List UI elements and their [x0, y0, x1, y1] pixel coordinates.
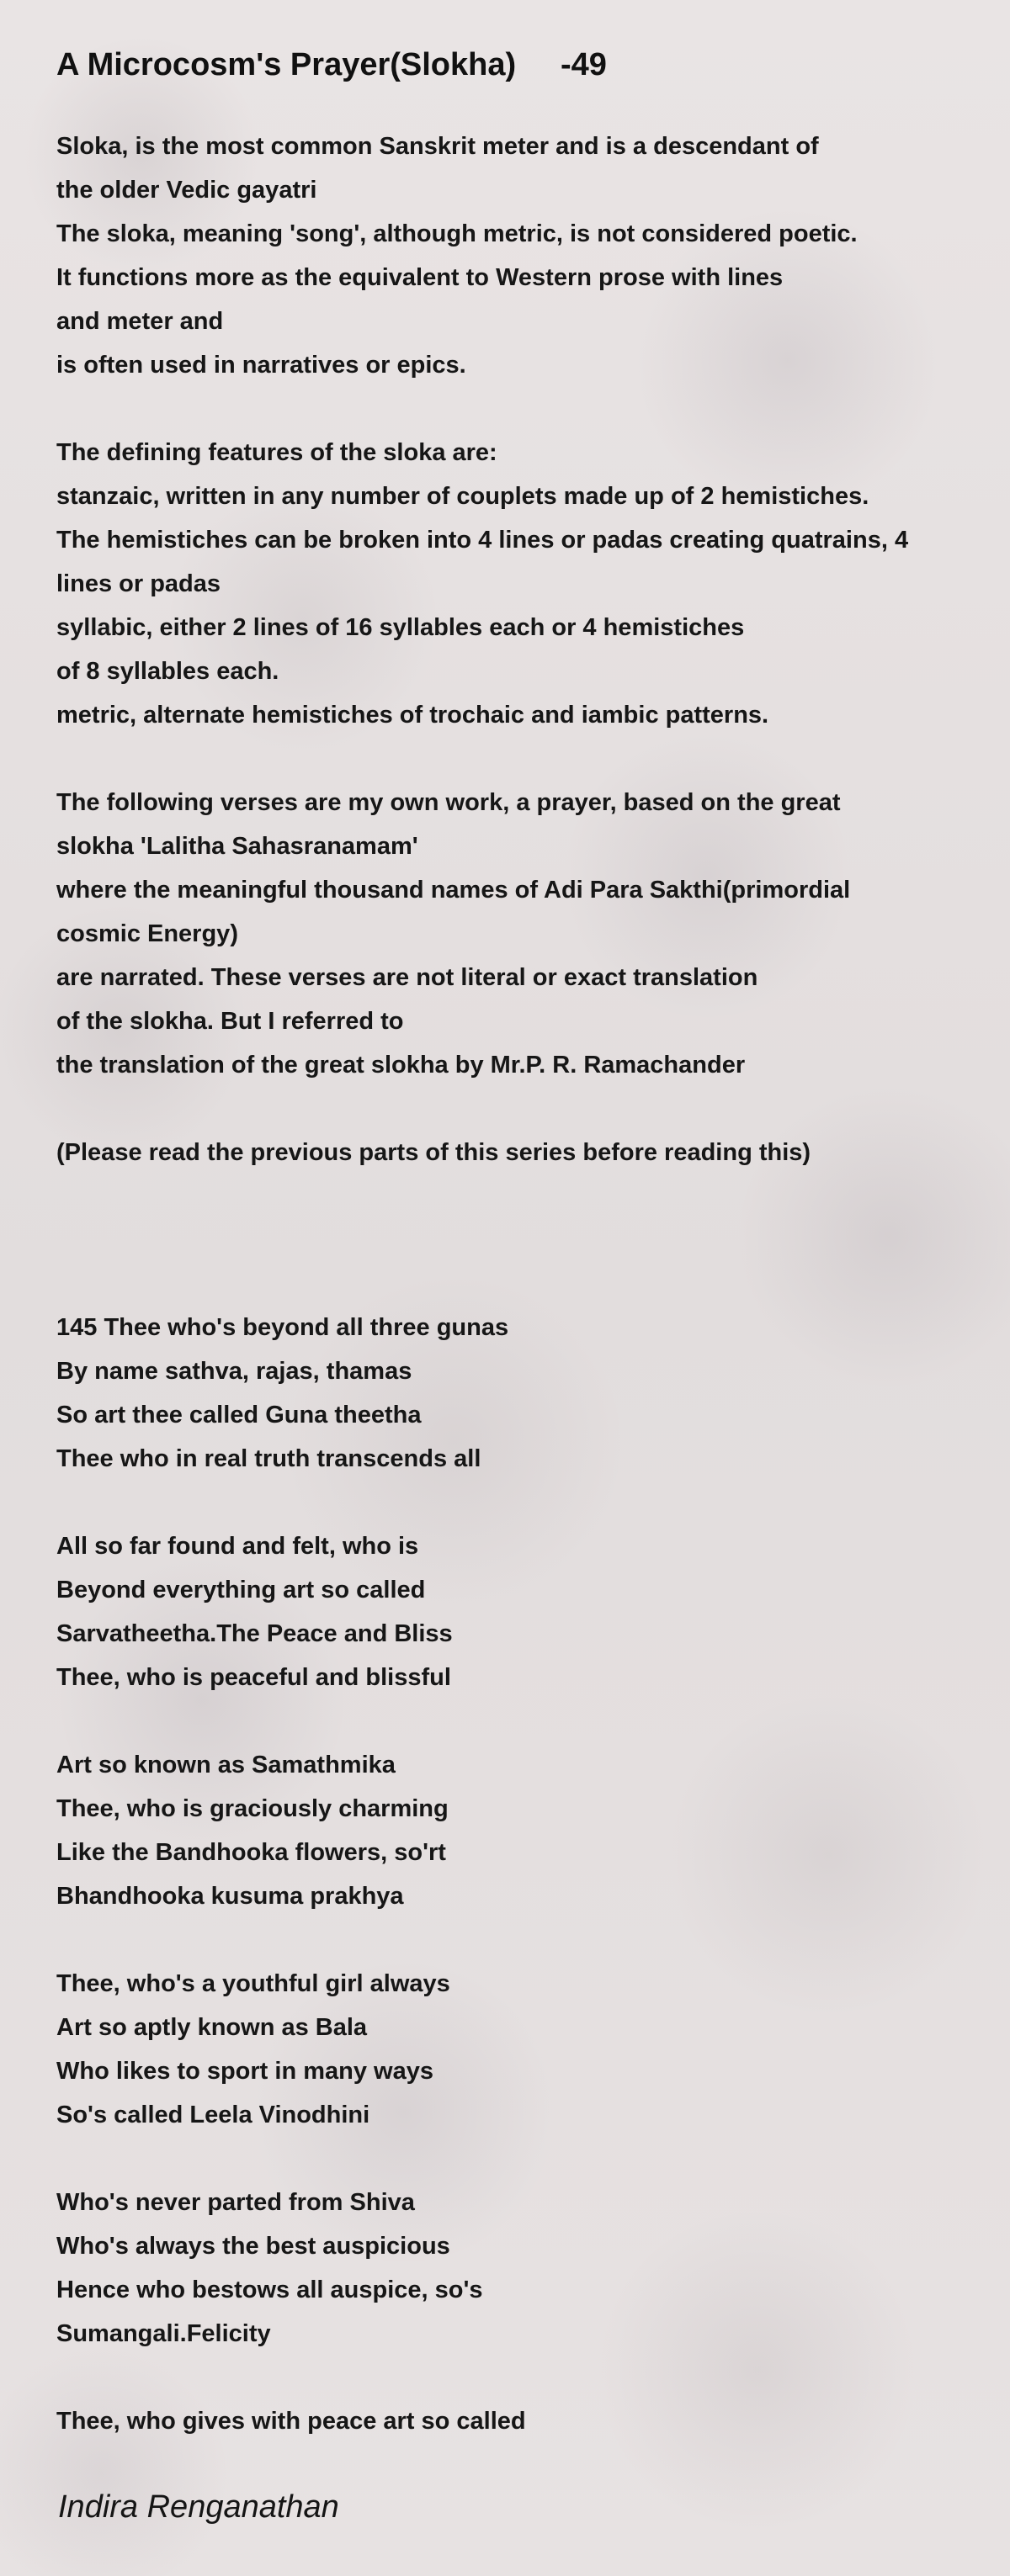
poem-line: The hemistiches can be broken into 4 lines or padas creating quatrains, 4 [56, 527, 909, 554]
blank-line [56, 1262, 991, 1306]
poem-line: Bhandhooka kusuma prakhya [56, 1883, 404, 1910]
poem-line: metric, alternate hemistiches of trochaic and iambic patterns. [56, 702, 769, 729]
poem-line: Hence who bestows all auspice, so's [56, 2277, 483, 2303]
poem-line: and meter and [56, 308, 224, 335]
poem-title: A Microcosm's Prayer(Slokha) -49 [56, 47, 607, 82]
poem-line: where the meaningful thousand names of Adi Para Sakthi(primordial [56, 877, 851, 904]
poem-line: The sloka, meaning 'song', although metric, is not considered poetic. [56, 220, 858, 247]
poem-line: (Please read the previous parts of this series before reading this) [56, 1139, 811, 1166]
poem-line: Thee, who's a youthful girl always [56, 1970, 450, 1997]
poem-line: 145 Thee who's beyond all three gunas [56, 1314, 509, 1341]
poem-line: Beyond everything art so called [56, 1577, 426, 1603]
poem-line: syllabic, either 2 lines of 16 syllables each or 4 hemistiches [56, 614, 745, 641]
poem-line: is often used in narratives or epics. [56, 352, 466, 379]
poem-line: Thee, who is peaceful and blissful [56, 1664, 451, 1691]
blank-line [56, 2137, 991, 2181]
poem-page [56, 44, 991, 2443]
poem-line: Thee, who is graciously charming [56, 1795, 449, 1822]
poem-line: the translation of the great slokha by Mr.P. R. Ramachander [56, 1052, 746, 1079]
poem-line: the older Vedic gayatri [56, 177, 317, 204]
poem-line: So art thee called Guna theetha [56, 1402, 422, 1428]
blank-line [56, 1918, 991, 1962]
poem-line: The defining features of the sloka are: [56, 439, 497, 466]
poem-line: The following verses are my own work, a prayer, based on the great [56, 789, 841, 816]
poem-line: cosmic Energy) [56, 920, 238, 947]
poem-line: Art so known as Samathmika [56, 1752, 396, 1778]
blank-line [56, 1699, 991, 1743]
poem-line: Art so aptly known as Bala [56, 2014, 368, 2041]
blank-line [56, 737, 991, 781]
poem-line: of 8 syllables each. [56, 658, 279, 685]
blank-line [56, 387, 991, 431]
blank-line [56, 1481, 991, 1524]
poem-line: By name sathva, rajas, thamas [56, 1358, 412, 1385]
poem-line: Like the Bandhooka flowers, so'rt [56, 1839, 446, 1866]
poem-body [56, 125, 991, 2443]
blank-line [56, 1087, 991, 1131]
poem-line: Sumangali.Felicity [56, 2320, 271, 2347]
poem-line: Who likes to sport in many ways [56, 2058, 433, 2085]
poem-line: All so far found and felt, who is [56, 1533, 419, 1560]
blank-line [56, 2356, 991, 2399]
poem-line: Who's never parted from Shiva [56, 2189, 415, 2216]
poem-line: Thee who in real truth transcends all [56, 1445, 481, 1472]
poem-line: It functions more as the equivalent to Western prose with lines [56, 264, 784, 291]
poem-line: Who's always the best auspicious [56, 2233, 450, 2260]
poem-line: of the slokha. But I referred to [56, 1008, 404, 1035]
poem-line: slokha 'Lalitha Sahasranamam' [56, 833, 418, 860]
poem-line: lines or padas [56, 570, 221, 597]
poem-line: Sloka, is the most common Sanskrit meter and is a descendant of [56, 133, 819, 160]
poem-line: So's called Leela Vinodhini [56, 2102, 370, 2128]
blank-line [56, 1174, 991, 1218]
poem-line: Thee, who gives with peace art so called [56, 2408, 526, 2435]
poem-line: Sarvatheetha.The Peace and Bliss [56, 1620, 453, 1647]
poem-line: stanzaic, written in any number of couplets made up of 2 hemistiches. [56, 483, 869, 510]
author-name[interactable]: Indira Renganathan [58, 2489, 339, 2525]
poem-line: are narrated. These verses are not literal or exact translation [56, 964, 758, 991]
blank-line [56, 1218, 991, 1262]
